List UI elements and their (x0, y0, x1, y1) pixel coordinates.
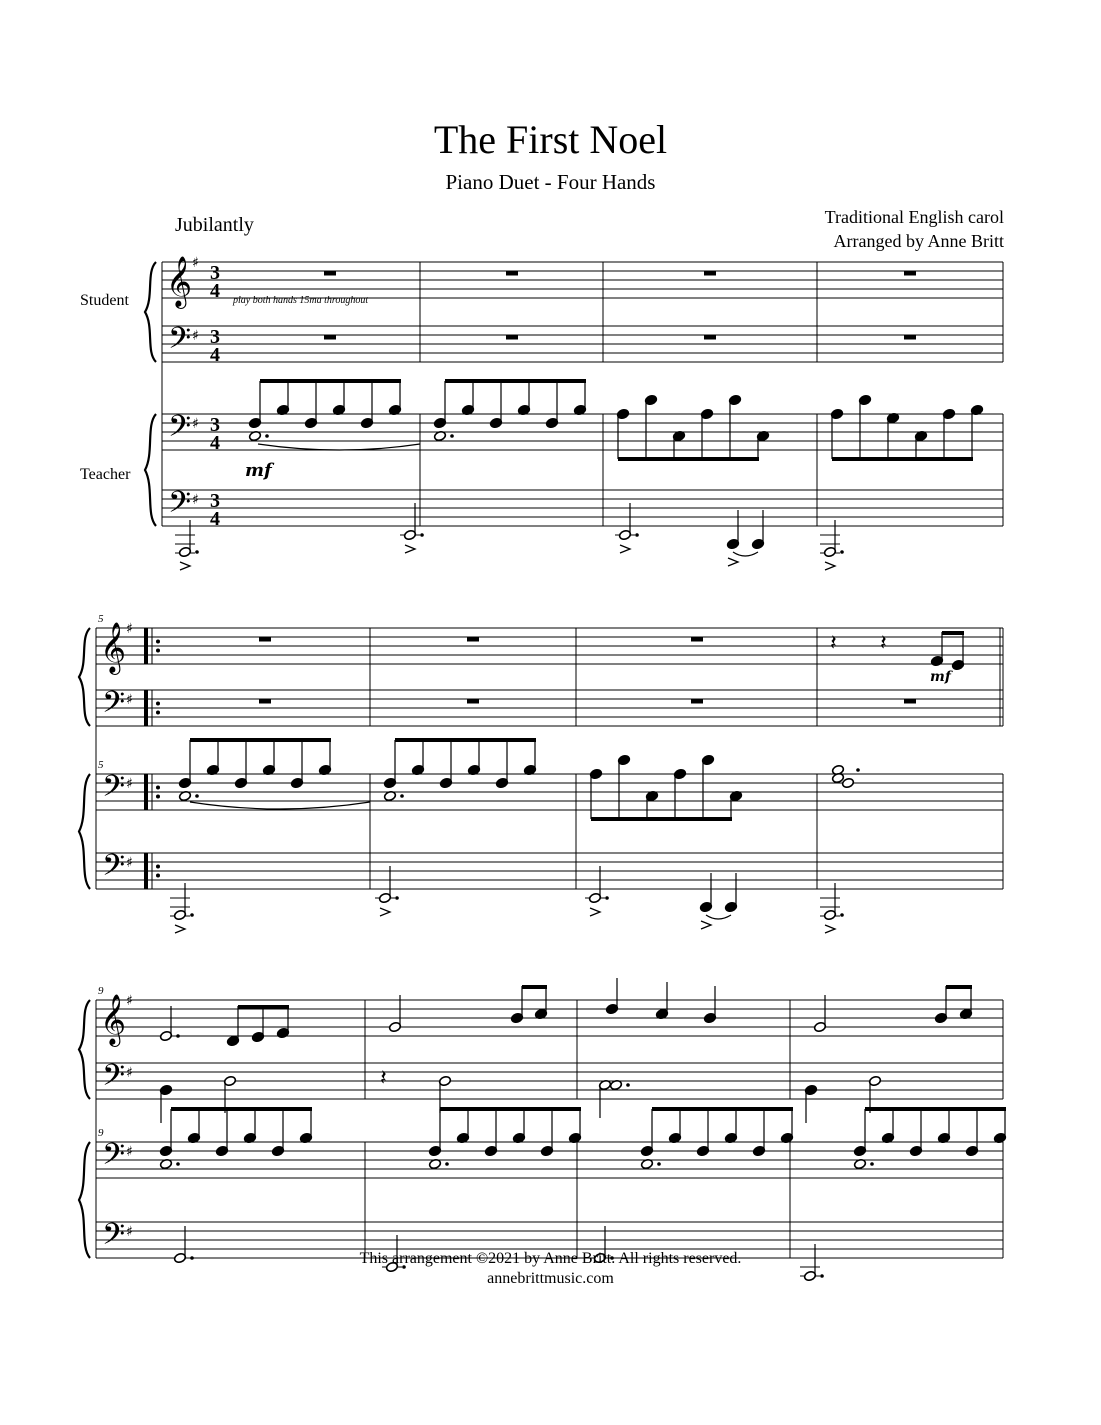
measure-number: 9 (98, 1127, 104, 1139)
accent-icon (590, 908, 600, 916)
beam (942, 631, 964, 635)
bass-clef-icon: 𝄢 (168, 410, 192, 451)
sharp-icon: ♯ (126, 1144, 133, 1160)
page-title: The First Noel (433, 117, 668, 162)
brace (79, 1142, 90, 1258)
whole-rest (259, 699, 271, 704)
bass-clef-icon: 𝄢 (102, 1138, 126, 1179)
dot (400, 794, 404, 798)
accent-icon (180, 562, 190, 570)
whole-rest (691, 637, 703, 642)
repeat-dot (156, 795, 160, 799)
whole-rest (704, 271, 716, 276)
brace (79, 628, 90, 726)
treble-clef-icon: 𝄞 (166, 256, 193, 307)
repeat-thick-barline (144, 853, 148, 889)
beam (190, 738, 331, 742)
repeat-dot (156, 640, 160, 644)
quarter-rest-icon: 𝄽 (380, 1066, 387, 1091)
bass-clef-icon: 𝄢 (102, 1218, 126, 1259)
dot (635, 533, 639, 537)
treble-clef-icon: 𝄞 (100, 994, 127, 1045)
repeat-dot (156, 702, 160, 706)
bass-clef-icon: 𝄢 (102, 686, 126, 727)
bass-clef-icon: 𝄢 (102, 849, 126, 890)
repeat-dot (156, 649, 160, 653)
brace (145, 262, 156, 362)
whole-rest (506, 335, 518, 340)
beam (618, 457, 759, 461)
repeat-thick-barline (144, 628, 148, 664)
subtitle: Piano Duet - Four Hands (445, 170, 656, 194)
sharp-icon: ♯ (192, 255, 199, 271)
beam (652, 1107, 793, 1111)
sharp-icon: ♯ (126, 1065, 133, 1081)
accent-icon (405, 545, 415, 553)
beam (865, 1107, 1006, 1111)
sharp-icon: ♯ (126, 993, 133, 1009)
dynamic-mark: mf (930, 669, 951, 685)
treble-clef-icon: 𝄞 (100, 622, 127, 673)
whole-rest (324, 271, 336, 276)
whole-rest (259, 637, 271, 642)
repeat-dot (156, 786, 160, 790)
repeat-dot (156, 874, 160, 878)
quarter-rest-icon: 𝄽 (830, 631, 837, 656)
whole-rest (467, 699, 479, 704)
tie (258, 444, 420, 450)
dot (870, 1162, 874, 1166)
composer-credit: Traditional English carol (824, 207, 1004, 227)
sharp-icon: ♯ (126, 776, 133, 792)
brace (79, 774, 90, 889)
time-sig-bottom: 4 (210, 432, 220, 454)
repeat-dot (156, 865, 160, 869)
sharp-icon: ♯ (126, 621, 133, 637)
sharp-icon: ♯ (192, 328, 199, 344)
dot (840, 550, 844, 554)
whole-rest (904, 335, 916, 340)
dot (195, 794, 199, 798)
whole-rest (467, 637, 479, 642)
accent-icon (825, 562, 835, 570)
dot (445, 1162, 449, 1166)
whole-rest (704, 335, 716, 340)
whole-rest (904, 699, 916, 704)
bass-clef-icon: 𝄢 (168, 322, 192, 363)
beam (440, 1107, 581, 1111)
measure-number: 5 (98, 613, 104, 625)
accent-icon (701, 921, 711, 929)
sharp-icon: ♯ (192, 416, 199, 432)
dot (265, 434, 269, 438)
accent-icon (620, 545, 630, 553)
beam (522, 985, 547, 989)
dot (626, 1083, 630, 1087)
dot (657, 1162, 661, 1166)
bass-clef-icon: 𝄢 (168, 486, 192, 527)
quarter-rest-icon: 𝄽 (880, 631, 887, 656)
beam (260, 379, 401, 383)
octave-instruction: play both hands 15ma throughout (233, 295, 369, 306)
repeat-dot (156, 711, 160, 715)
dot (395, 896, 399, 900)
sharp-icon: ♯ (126, 855, 133, 871)
website-link[interactable]: annebrittmusic.com (487, 1270, 614, 1287)
dot (856, 768, 860, 772)
accent-icon (825, 925, 835, 933)
dot (605, 896, 609, 900)
beam (591, 817, 732, 821)
beam (238, 1005, 289, 1009)
time-sig-bottom: 4 (210, 508, 220, 530)
dot (840, 913, 844, 917)
teacher-part-label: Teacher (80, 466, 131, 483)
tie (190, 802, 370, 809)
dot (190, 913, 194, 917)
bass-clef-icon: 𝄢 (102, 770, 126, 811)
dot (176, 1034, 180, 1038)
whole-rest (324, 335, 336, 340)
footer (0, 1249, 1101, 1289)
beam (395, 738, 536, 742)
sharp-icon: ♯ (126, 692, 133, 708)
accent-icon (728, 558, 738, 566)
time-sig-top: 3 (210, 414, 220, 436)
repeat-thick-barline (144, 774, 148, 810)
copyright-notice: This arrangement ©2021 by Anne Britt. All rights reserved. (359, 1250, 742, 1267)
time-sig-bottom: 4 (210, 280, 220, 302)
beam (445, 379, 586, 383)
dot (176, 1162, 180, 1166)
tie (706, 915, 731, 919)
dynamic-mark: mf (245, 460, 272, 481)
time-sig-bottom: 4 (210, 344, 220, 366)
whole-rest (691, 699, 703, 704)
whole-rest (904, 271, 916, 276)
arranger-credit: Arranged by Anne Britt (833, 231, 1004, 251)
time-sig-top: 3 (210, 262, 220, 284)
sharp-icon: ♯ (126, 1224, 133, 1240)
beam (946, 985, 972, 989)
dot (195, 550, 199, 554)
measure-number: 9 (98, 985, 104, 997)
accent-icon (175, 925, 185, 933)
bass-clef-icon: 𝄢 (102, 1059, 126, 1100)
tempo-marking: Jubilantly (175, 214, 254, 236)
accent-icon (380, 908, 390, 916)
beam (832, 457, 973, 461)
tie (733, 552, 758, 556)
brace (79, 1000, 90, 1099)
dot (420, 533, 424, 537)
time-sig-top: 3 (210, 326, 220, 348)
measure-number: 5 (98, 759, 104, 771)
sharp-icon: ♯ (192, 492, 199, 508)
repeat-thick-barline (144, 690, 148, 726)
time-sig-top: 3 (210, 490, 220, 512)
student-part-label: Student (80, 292, 129, 309)
whole-rest (506, 271, 518, 276)
brace (145, 414, 156, 526)
beam (171, 1107, 312, 1111)
dot (450, 434, 454, 438)
